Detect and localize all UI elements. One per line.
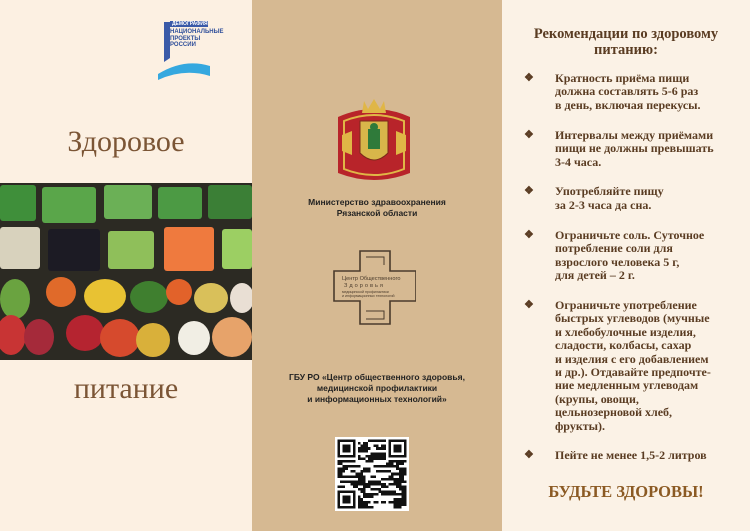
diamond-flower-bullet-icon: ❖ [524,298,534,311]
tip-line: и хлебобулочные изделия, [555,324,696,339]
tip-item [524,449,744,462]
tip-line: Употребляйте пищу [555,184,664,199]
org-line: и информационных технологий» [307,394,447,404]
tip-item [524,185,744,212]
logo-line: НАЦИОНАЛЬНЫЕ [170,29,224,36]
tip-line: Интервалы между приёмами [555,127,714,142]
tip-line: Ограничьте употребление [555,297,697,312]
tip-line: Кратность приёма пищи [555,71,690,85]
diamond-flower-bullet-icon: ❖ [524,185,534,198]
recommendations-title-line: питанию: [594,42,658,58]
tip-line: (крупы, овощи, [555,391,639,406]
center-logo-line: Здоровья [344,283,385,289]
tip-line: для детей – 2 г. [555,267,635,282]
tip-item [524,299,744,433]
center-logo-line: Центр Общественного [342,276,401,282]
logo-line: ПРОЕКТЫ [170,35,201,42]
org-line: ГБУ РО «Центр общественного здоровья, [289,372,465,382]
organization-name [252,372,502,405]
diamond-flower-bullet-icon: ❖ [524,128,534,141]
closing-slogan: БУДЬТЕ ЗДОРОВЫ! [548,482,704,501]
tip-item [524,229,744,283]
recommendations-title-line: Рекомендации по здоровому [533,26,719,42]
tip-line: потребление соли для [555,241,673,256]
tips-list [524,72,744,479]
ministry-name [252,197,502,219]
diamond-flower-bullet-icon: ❖ [524,449,534,462]
logo-tag: ДЕМОГРАФИЯ [172,21,208,27]
cover-title-bottom: питание [73,372,179,405]
tip-line: быстрых углеводов (мучные [555,311,710,326]
tip-line: должна составлять 5-6 раз [555,84,699,99]
tip-line: пищи не должны превышать [555,141,714,156]
recommendations-title [514,26,738,58]
tip-line: и изделия с его добавлением [555,351,709,366]
tip-line: взрослого человека 5 г, [555,254,680,269]
back-panel [252,0,502,531]
center-logo-line: медицинской профилактики [342,290,389,294]
cover-panel [0,0,252,531]
diamond-flower-bullet-icon: ❖ [524,228,534,241]
food-photo [0,183,252,360]
tip-item [524,129,744,169]
ministry-line: Министерство здравоохранения [308,197,446,207]
ministry-line: Рязанской области [336,208,418,218]
center-public-health-logo [332,249,416,326]
tip-item [524,72,744,112]
tip-line: Пейте не менее 1,5-2 литров [555,448,707,463]
cover-title-top: Здоровое [67,125,185,158]
center-logo-line: и информационных технологий [342,294,395,298]
tip-line: Ограничьте соль. Суточное [555,227,705,242]
tip-line: за 2-3 часа да сна. [555,197,652,212]
tip-line: сладости, колбасы, сахар [555,338,692,353]
diamond-flower-bullet-icon: ❖ [524,72,534,84]
ryazan-coat-of-arms-icon [332,95,416,185]
tip-line: фрукты). [555,418,605,433]
org-line: медицинской профилактики [316,383,438,393]
tip-line: 3-4 часа. [555,154,602,169]
tip-line: ние медленным углеводам [555,378,699,393]
tip-line: в день, включая перекусы. [555,97,701,112]
tip-line: цельнозерновой хлеб, [555,405,673,420]
qr-code[interactable] [335,437,409,511]
logo-line: РОССИИ [170,41,196,48]
national-projects-logo [158,18,222,80]
tip-line: и др.). Отдавайте предпочте- [555,364,711,379]
recommendations-panel [502,0,750,531]
